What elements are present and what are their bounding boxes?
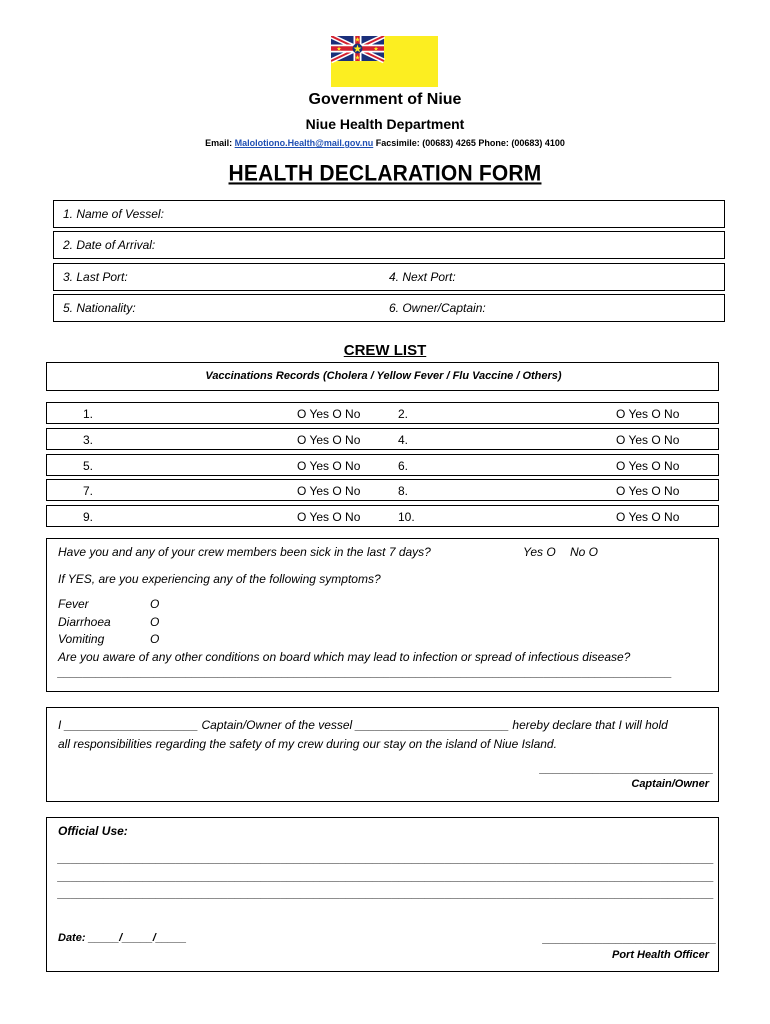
captain-signature-line[interactable]: __________________________	[540, 761, 714, 775]
official-use-section	[46, 817, 719, 972]
crew-number: 5.	[83, 459, 94, 473]
crew-row[interactable]	[46, 454, 719, 476]
vaccinations-text: Vaccinations Records (Cholera / Yellow Fever / Flu Vaccine / Others)	[205, 370, 562, 382]
vessel-name-field[interactable]	[53, 200, 725, 228]
crew-number: 8.	[398, 484, 409, 498]
crew-number: 3.	[83, 433, 94, 447]
sick-yes-option[interactable]: Yes O	[523, 545, 556, 559]
declaration-section	[46, 707, 719, 802]
vomiting-option[interactable]: O	[150, 632, 160, 646]
fever-option[interactable]: O	[150, 597, 160, 611]
crew-row[interactable]	[46, 505, 719, 527]
vomiting-label: Vomiting	[58, 632, 105, 646]
official-use-line[interactable]: ____________________________________________________________________________________________________	[58, 869, 715, 883]
email-link[interactable]: Malolotiono.Health@mail.gov.nu	[234, 138, 374, 148]
fax-phone-text: Facsimile: (00683) 4265 Phone: (00683) 4100	[375, 138, 565, 148]
official-use-line[interactable]: ____________________________________________________________________________________________________	[58, 886, 715, 900]
if-yes-question: If YES, are you experiencing any of the following symptoms?	[58, 572, 381, 586]
form-title: HEALTH DECLARATION FORM	[228, 161, 542, 186]
officer-signature-line[interactable]: __________________________	[543, 931, 717, 945]
crew-yes-no[interactable]: O Yes O No	[616, 484, 680, 498]
crew-number: 10.	[398, 510, 415, 524]
contact-line	[0, 138, 770, 148]
crew-yes-no[interactable]: O Yes O No	[297, 510, 361, 524]
crew-yes-no[interactable]: O Yes O No	[297, 484, 361, 498]
arrival-date-field[interactable]	[53, 231, 725, 259]
crew-yes-no[interactable]: O Yes O No	[297, 459, 361, 473]
next-port-label: 4. Next Port:	[389, 270, 456, 284]
crew-number: 9.	[83, 510, 94, 524]
email-label: Email:	[205, 138, 233, 148]
diarrhoea-option[interactable]: O	[150, 615, 160, 629]
crew-yes-no[interactable]: O Yes O No	[616, 510, 680, 524]
owner-captain-label: 6. Owner/Captain:	[389, 301, 486, 315]
vessel-name-label: 1. Name of Vessel:	[63, 207, 164, 221]
official-use-line[interactable]: ____________________________________________________________________________________________________	[58, 851, 715, 865]
vaccinations-header	[46, 362, 719, 391]
crew-number: 2.	[398, 407, 409, 421]
arrival-date-label: 2. Date of Arrival:	[63, 238, 156, 252]
captain-signature-label: Captain/Owner	[631, 778, 709, 790]
crew-number: 6.	[398, 459, 409, 473]
crew-yes-no[interactable]: O Yes O No	[616, 433, 680, 447]
crew-yes-no[interactable]: O Yes O No	[297, 433, 361, 447]
date-field[interactable]: Date: _____/_____/_____	[58, 932, 187, 944]
crew-number: 7.	[83, 484, 94, 498]
ports-row[interactable]	[53, 263, 725, 291]
diarrhoea-label: Diarrhoea	[58, 615, 111, 629]
crew-number: 1.	[83, 407, 94, 421]
symptoms-section	[46, 538, 719, 692]
crew-row[interactable]	[46, 402, 719, 424]
crew-row[interactable]	[46, 479, 719, 501]
last-port-label: 3. Last Port:	[63, 270, 128, 284]
crew-yes-no[interactable]: O Yes O No	[616, 459, 680, 473]
crew-yes-no[interactable]: O Yes O No	[297, 407, 361, 421]
crew-list-title: CREW LIST	[343, 342, 427, 359]
crew-number: 4.	[398, 433, 409, 447]
nationality-label: 5. Nationality:	[63, 301, 136, 315]
government-title: Government of Niue	[308, 91, 462, 108]
nationality-owner-row[interactable]	[53, 294, 725, 322]
sick-no-option[interactable]: No O	[570, 545, 599, 559]
official-use-label: Official Use:	[58, 824, 128, 838]
other-conditions-line[interactable]: ________________________________________________________________________________________________	[58, 667, 672, 679]
department-title: Niue Health Department	[305, 116, 465, 132]
declaration-line-2: all responsibilities regarding the safety of my crew during our stay on the island of Niue Island.	[58, 737, 557, 751]
declaration-line-1[interactable]: I ____________________ Captain/Owner of the vessel _______________________ hereby declare that I will hold	[58, 718, 668, 732]
fever-label: Fever	[58, 597, 89, 611]
crew-yes-no[interactable]: O Yes O No	[616, 407, 680, 421]
crew-row[interactable]	[46, 428, 719, 450]
sick-question: Have you and any of your crew members been sick in the last 7 days?	[58, 545, 431, 559]
officer-signature-label: Port Health Officer	[612, 949, 709, 961]
other-conditions-question: Are you aware of any other conditions on board which may lead to infection or spread of infectious disease?	[58, 650, 631, 664]
niue-flag-image	[331, 36, 438, 87]
